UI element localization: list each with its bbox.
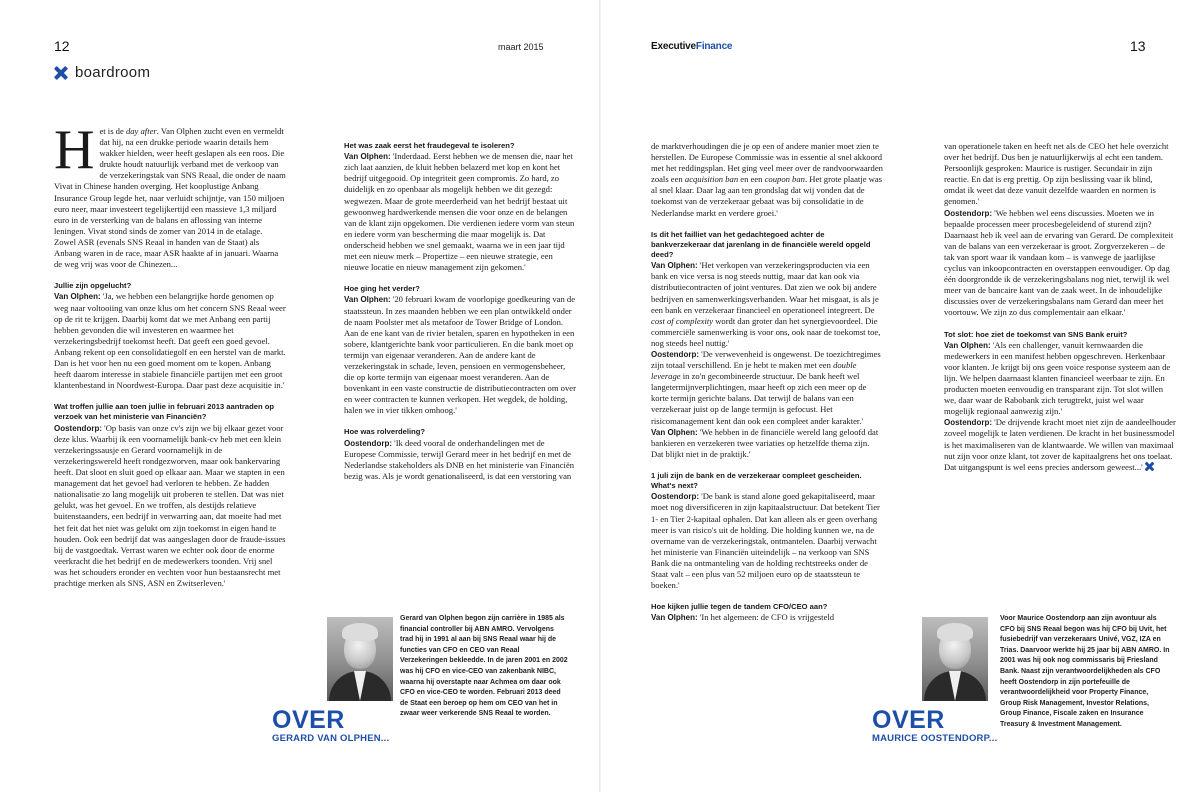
article-column-1 xyxy=(54,119,286,589)
portrait-photo-oostendorp xyxy=(922,617,988,701)
question: Wat troffen jullie aan toen jullie in februari 2013 aantraden op verzoek van het ministerie van Financiën? xyxy=(54,402,274,422)
speaker: Van Olphen: xyxy=(54,292,101,302)
profile-bio-left: Gerard van Olphen begon zijn carrière in 1985 als financial controller bij ABN AMRO. Vervolgens trad hij in 1991 al aan bij SNS Reaal waar hij de functies van CFO en CEO van Reaal Verzekeringen bekleedde. In de jaren 2001 en 2002 was hij CFO en vice-CEO van zakenbank NIBC, waarna hij overstapte naar Achmea om daar ook CFO en vice-CEO te worden. Februari 2013 deed de Staat een beroep op hem om CEO van het in zwaar weer verkerende SNS Reaal te worden. xyxy=(400,615,568,718)
text-emphasis: day after xyxy=(125,126,157,136)
qa-block xyxy=(54,402,286,589)
answer-block xyxy=(944,417,1176,472)
text-emphasis: acquisition ban xyxy=(684,174,739,185)
drop-cap: H xyxy=(54,119,95,181)
question: Tot slot: hoe ziet de toekomst van SNS Bank eruit? xyxy=(944,329,1128,339)
answer: 'Op basis van onze cv's zijn we bij elkaar gezet voor deze klus. Waarbij ik een voornamelijk bank-cv heb met een klein verzekeringssausje en Gerard voornamelijk in de verzekeringswereld heeft rondgezworven, maar ook bankervaring heeft. Dat sloot en sluit goed op elkaar aan. Maar we stapten in een management dat het gevoel had verloren te hebben. Ze hadden nationalisatie zo lang mogelijk uit proberen te stellen. Dat was niet gelukt, was het gevoel. En we troffen, als destijds relatieve buitenstaanders, een bedrijf in verwarring aan, dat moeite had met het feit dat het niet was gelukt om zijn toekomst in eigen hand te houden. Ook een bedrijf dat was aangeslagen door de fraude-issues bij de vastgoedtak. Verrast waren we echter ook door de enorme veerkracht die het bedrijf en de medewerkers toonden. Vrij snel was het schouders eronder en vechten voor hun bestaansrecht met prachtige merken als SNS, ASN en Zwitserleven.' xyxy=(54,422,286,588)
spread-gutter xyxy=(599,0,601,792)
logo-part-executive: Executive xyxy=(651,41,696,52)
qa-block xyxy=(344,427,576,482)
answer-block xyxy=(944,208,1176,319)
speaker: Oostendorp: xyxy=(651,350,699,360)
portrait-hair xyxy=(342,623,378,641)
over-label: OVER xyxy=(272,706,345,734)
question: Hoe was rolverdeling? xyxy=(344,427,426,437)
speaker: Oostendorp: xyxy=(651,492,699,502)
logo-part-finance: Finance xyxy=(695,41,733,52)
question: Is dit het failliet van het gedachtegoed achter de bankverzekeraar dat jarenlang in de financiële wereld opgeld deed? xyxy=(651,229,871,260)
qa-block xyxy=(651,230,883,349)
question: 1 juli zijn de bank en de verzekeraar compleet gescheiden. What's next? xyxy=(651,470,862,491)
answer: in zo'n gecombineerde structuur. De bank heeft wel langetermijnverplichtingen, maar heeft op zich een meer op de korte termijn gerichte balans. Dat terwijl de balans van een verzekeraar juist op de lange termijn is gefocust. Het risicomanagement kent dan ook een compleet ander karakter.' xyxy=(651,371,867,426)
qa-block xyxy=(944,330,1176,418)
answer-block xyxy=(651,349,883,427)
profile-name: GERARD VAN OLPHEN... xyxy=(272,733,390,744)
qa-block xyxy=(54,281,286,391)
text-run: et is de xyxy=(99,126,126,136)
question: Hoe kijken jullie tegen de tandem CFO/CEO aan? xyxy=(651,602,828,612)
answer-block xyxy=(651,427,883,460)
text-emphasis: cost of complexity xyxy=(651,315,714,326)
qa-block xyxy=(651,602,883,623)
speaker: Van Olphen: xyxy=(944,340,991,350)
article-column-2 xyxy=(344,141,576,482)
section-tag xyxy=(54,64,150,81)
answer: 'Ja, we hebben een belangrijke horde genomen op weg naar voltooiing van onze klus om het concern SNS Reaal weer op de rit te krijgen. Daarbij komt dat we met Anbang een partij hebben gevonden die wil investeren en waarmee het verzekeringsbedrijf toekomst heeft. Dat geeft een goed gevoel. Anbang rekent op een consolidatiegolf en een herstel van de markt. Dan is het voor hen nu een goed moment om te kopen. Anbang heeft daarom interesse in stabiele financiële partijen met een groot klantenbestand in Noordwest-Europa. Daar past deze acquisitie in.' xyxy=(54,291,286,391)
page-number-left: 12 xyxy=(54,38,70,54)
answer: 'Het verkopen van verzekeringsproducten via een bank en vice versa is nog steeds nuttig, maar dat kan ook via distributiecontracten of joint ventures. Dat zien we ook bij andere bedrijven en samenwerkingsverbanden. Waar het misgaat, is als je een bank en verzekeraar financieel en operationeel integreert. De xyxy=(651,260,879,315)
speaker: Oostendorp: xyxy=(944,418,992,428)
speaker: Oostendorp: xyxy=(944,208,992,218)
body-paragraph: van operationele taken en heeft net als de CEO het hele overzicht over het bedrijf. Dus ben je natuurlijkerwijs al echt een tandem. Persoonlijk gesproken: Maurice is rustiger. Secundair in zijn reactie. En dat is erg prettig. Op zijn beslissing vaar ik blind, omdat ik weet dat deze vanuit dezelfde waarden en normen is genomen.' xyxy=(944,141,1169,207)
profile-name: MAURICE OOSTENDORP... xyxy=(872,733,998,744)
text-emphasis: coupon ban xyxy=(764,174,805,185)
text-emphasis: double leverage xyxy=(651,360,857,382)
speaker: Van Olphen: xyxy=(344,295,391,305)
speaker: Oostendorp: xyxy=(54,423,102,433)
end-mark-icon xyxy=(1145,462,1154,471)
answer: 'De bank is stand alone goed gekapitaliseerd, maar moet nog diversificeren in zijn kapitaalstructuur. Dat betekent Tier 1- en Tier 2-kapitaal ophalen. Dat kan alleen als er geen overhang meer is van risico's uit de holding. Die holding kunnen we, na de overname van de verzekeringstak, ontmantelen. Daarbij verwacht het ministerie van Financiën uiteindelijk – na verkoop van SNS Bank die na ontmanteling van de holding rechtstreeks onder de Staat valt – een plus van 52 miljoen euro op de staatssteun te boeken.' xyxy=(651,491,880,591)
section-name: boardroom xyxy=(75,64,151,81)
speaker: Van Olphen: xyxy=(651,261,698,271)
answer: wordt dan groter dan het synergievoordeel. Die commerciële samenwerking is voor ons, ook naar de toekomst toe, nog steeds heel nuttig.' xyxy=(651,315,881,348)
intro-paragraph xyxy=(54,119,286,270)
qa-block xyxy=(651,471,883,591)
question: Het was zaak eerst het fraudegeval te isoleren? xyxy=(344,141,515,150)
speaker: Van Olphen: xyxy=(344,152,391,162)
profile-heading-left xyxy=(272,708,389,744)
portrait-hair xyxy=(937,623,973,641)
body-paragraph xyxy=(651,141,883,219)
answer: 'In het algemeen: de CFO is vrijgesteld xyxy=(697,612,835,623)
text-run: . Het grote plaatje was al snel klaar. Daar lag aan ten grondslag dat wij vonden dat de toekomst van de verzekeraar gebaat was bij consolidatie in de Nederlandse markt en verdere groei.' xyxy=(651,174,883,218)
portrait-photo-van-olphen xyxy=(327,617,393,701)
text-run: . Van Olphen zucht even en vermeldt dat hij, na een drukke periode waarin details hem wakker hielden, weer heeft geslapen als een roos. Die drukte houdt natuurlijk verband met de verkoop van de verzekeringstak van SNS Reaal, die onder de naam Vivat in Chinese handen overging. Het kooplustige Anbang Insurance Group legde het, naar verluidt schijntje, van 150 miljoen euro neer, maar investeert tegelijkertijd een massieve 1,3 miljard euro in de versterking van de balans en aflossing van interne leningen. Vivat stond sinds de zomer van 2014 in de etalage. Zowel ASR (evenals SNS Reaal in handen van de Staat) als Anbang waren in de race, maar ASR haakte af in januari. Waarna de weg vrij was voor de Chinezen... xyxy=(54,126,286,270)
speaker: Oostendorp: xyxy=(344,438,392,448)
text-run: en een xyxy=(738,174,765,185)
answer: 'We hebben in de financiële wereld lang geloofd dat bankieren en verzekeren twee variaties op hetzelfde thema zijn. Dat blijkt niet in de praktijk.' xyxy=(651,426,879,459)
question: Hoe ging het verder? xyxy=(344,284,420,294)
text-run: de marktverhoudingen die je op een of andere manier moet zien te herstellen. De Europese Commissie was in essentie al snel akkoord met het reddingsplan. Het ging veel meer over de randvoorwaarden zoals een xyxy=(651,141,883,185)
answer: 'De drijvende kracht moet niet zijn de aandeelhouder zoveel mogelijk te laten verdienen. De kracht in het businessmodel is het maximaliseren van de klantwaarde. We willen van maximaal nut zijn voor onze klant, tot zover de kapitaalgrens het ons toelaat. Dat uitgangspunt is wel eens precies andersom geweest...' xyxy=(944,417,1176,472)
article-column-3 xyxy=(651,141,883,624)
answer: 'We hebben wel eens discussies. Moeten we in bepaalde processen meer procesbegeleidend of sturend zijn? Daarnaast heb ik veel aan de ervaring van Gerard. De complexiteit van de balans van een verzekeraar is groot. Zorgverzekeren – de tak van sport waar ik vandaan kom – is vanwege de jaarlijkse cyclus van inkoopcontracten en overstappen eenvoudiger. Op dag één doorgrondde ik de verzekeringsbalans nog niet, terwijl ik wel meer van de bancaire kant van de zaak weet. In de inhoudelijke discussies over de verzekeringsbalans nam Gerard dan meer het voortouw. We zijn zo dus complementair aan elkaar.' xyxy=(944,207,1174,318)
question: Jullie zijn opgelucht? xyxy=(54,281,132,291)
speaker: Van Olphen: xyxy=(651,613,698,623)
answer: 'De verwevenheid is ongewenst. De toezichtregimes zijn totaal verschillend. En je hebt te maken met een xyxy=(651,349,881,371)
qa-block xyxy=(344,284,576,416)
magazine-logo xyxy=(651,41,732,52)
page-number-right: 13 xyxy=(1130,38,1146,54)
answer: 'Ik deed vooral de onderhandelingen met de Europese Commissie, terwijl Gerard meer in het bedrijf en met de Nederlandse stakeholders als DNB en het ministerie van Financiën bezig was. Als je wordt genationaliseerd, is dat een verstoring van xyxy=(344,437,575,481)
qa-block xyxy=(344,141,576,273)
answer: 'Als een challenger, vanuit kernwaarden die medewerkers in een manifest hebben opgeschreven. Herkenbaar voor klanten. Je krijgt bij ons geen voice response systeem aan de lijn. We helpen daarnaast klanten financieel weerbaar te zijn. En producten moeten eenvoudig en transparant zijn. Tot slot willen we, daar waar de Rabobank zich terugtrekt, juist wel waar mogelijk regionaal aanwezig zijn.' xyxy=(944,339,1171,417)
answer: 'Inderdaad. Eerst hebben we de mensen die, naar het zich laat aanzien, de kluit hebben belazerd met kop en kont het bedrijf uitgegooid. Op integriteit geen compromis. Zo hard, zo duidelijk en zo openbaar als mogelijk hebben we dit gezegd: wegwezen. Maar de grote meerderheid van het bedrijf bestaat uit gewoonweg hardwerkende mensen die voor onze en de belangen van de klant zijn opgekomen. Die verdienen iedere vorm van steun en iedere vorm van bescherming die maar mogelijk is. Dat onderscheid hebben we snel gemaakt, waarna we in een jaar tijd met een nieuw merk – Propertize – een nieuwe strategie, een nieuwe locatie en nieuw management zijn gekomen.' xyxy=(344,151,575,273)
article-column-4 xyxy=(944,141,1176,473)
x-mark-icon xyxy=(54,66,68,80)
profile-heading-right xyxy=(872,708,997,744)
over-label: OVER xyxy=(872,706,945,734)
issue-date: maart 2015 xyxy=(498,42,544,52)
speaker: Van Olphen: xyxy=(651,427,698,437)
answer: '20 februari kwam de voorlopige goedkeuring van de staatssteun. In zes maanden hebben we een plan ontwikkeld onder de naam Poolster met als metafoor de Tower Bridge of London. Aan de ene kant van de rivier betalen, sparen en hypotheken in een sobere, klantgerichte bank voor particulieren. En die bank moet op termijn van eigenaar veranderen. Aan de andere kant de verzekeringstak in schade, leven, pensioen en vermogensbeheer, die op korte termijn van eigenaar moest veranderen. Aan de bovenkant in een vaste constructie de distributiecontracten om over en weer contracten te kunnen verkopen. Het wegdek, de holding, halen we in vier tikken omhoog.' xyxy=(344,294,576,416)
profile-bio-right: Voor Maurice Oostendorp aan zijn avontuur als CFO bij SNS Reaal begon was hij CFO bij Uvit, het fusiebedrijf van verzekeraars Univé, VGZ, IZA en Trias. Daarvoor werkte hij 25 jaar bij ABN AMRO. In 2001 was hij ook nog commissaris bij Friesland Bank. Naast zijn verantwoordelijkheden als CFO heeft Oostendorp in zijn portefeuille de verantwoordelijkheid voor Property Finance, Group Risk Management, Investor Relations, Group Finance, Fiscale zaken en Insurance Treasury & Investment Management. xyxy=(1000,615,1170,728)
